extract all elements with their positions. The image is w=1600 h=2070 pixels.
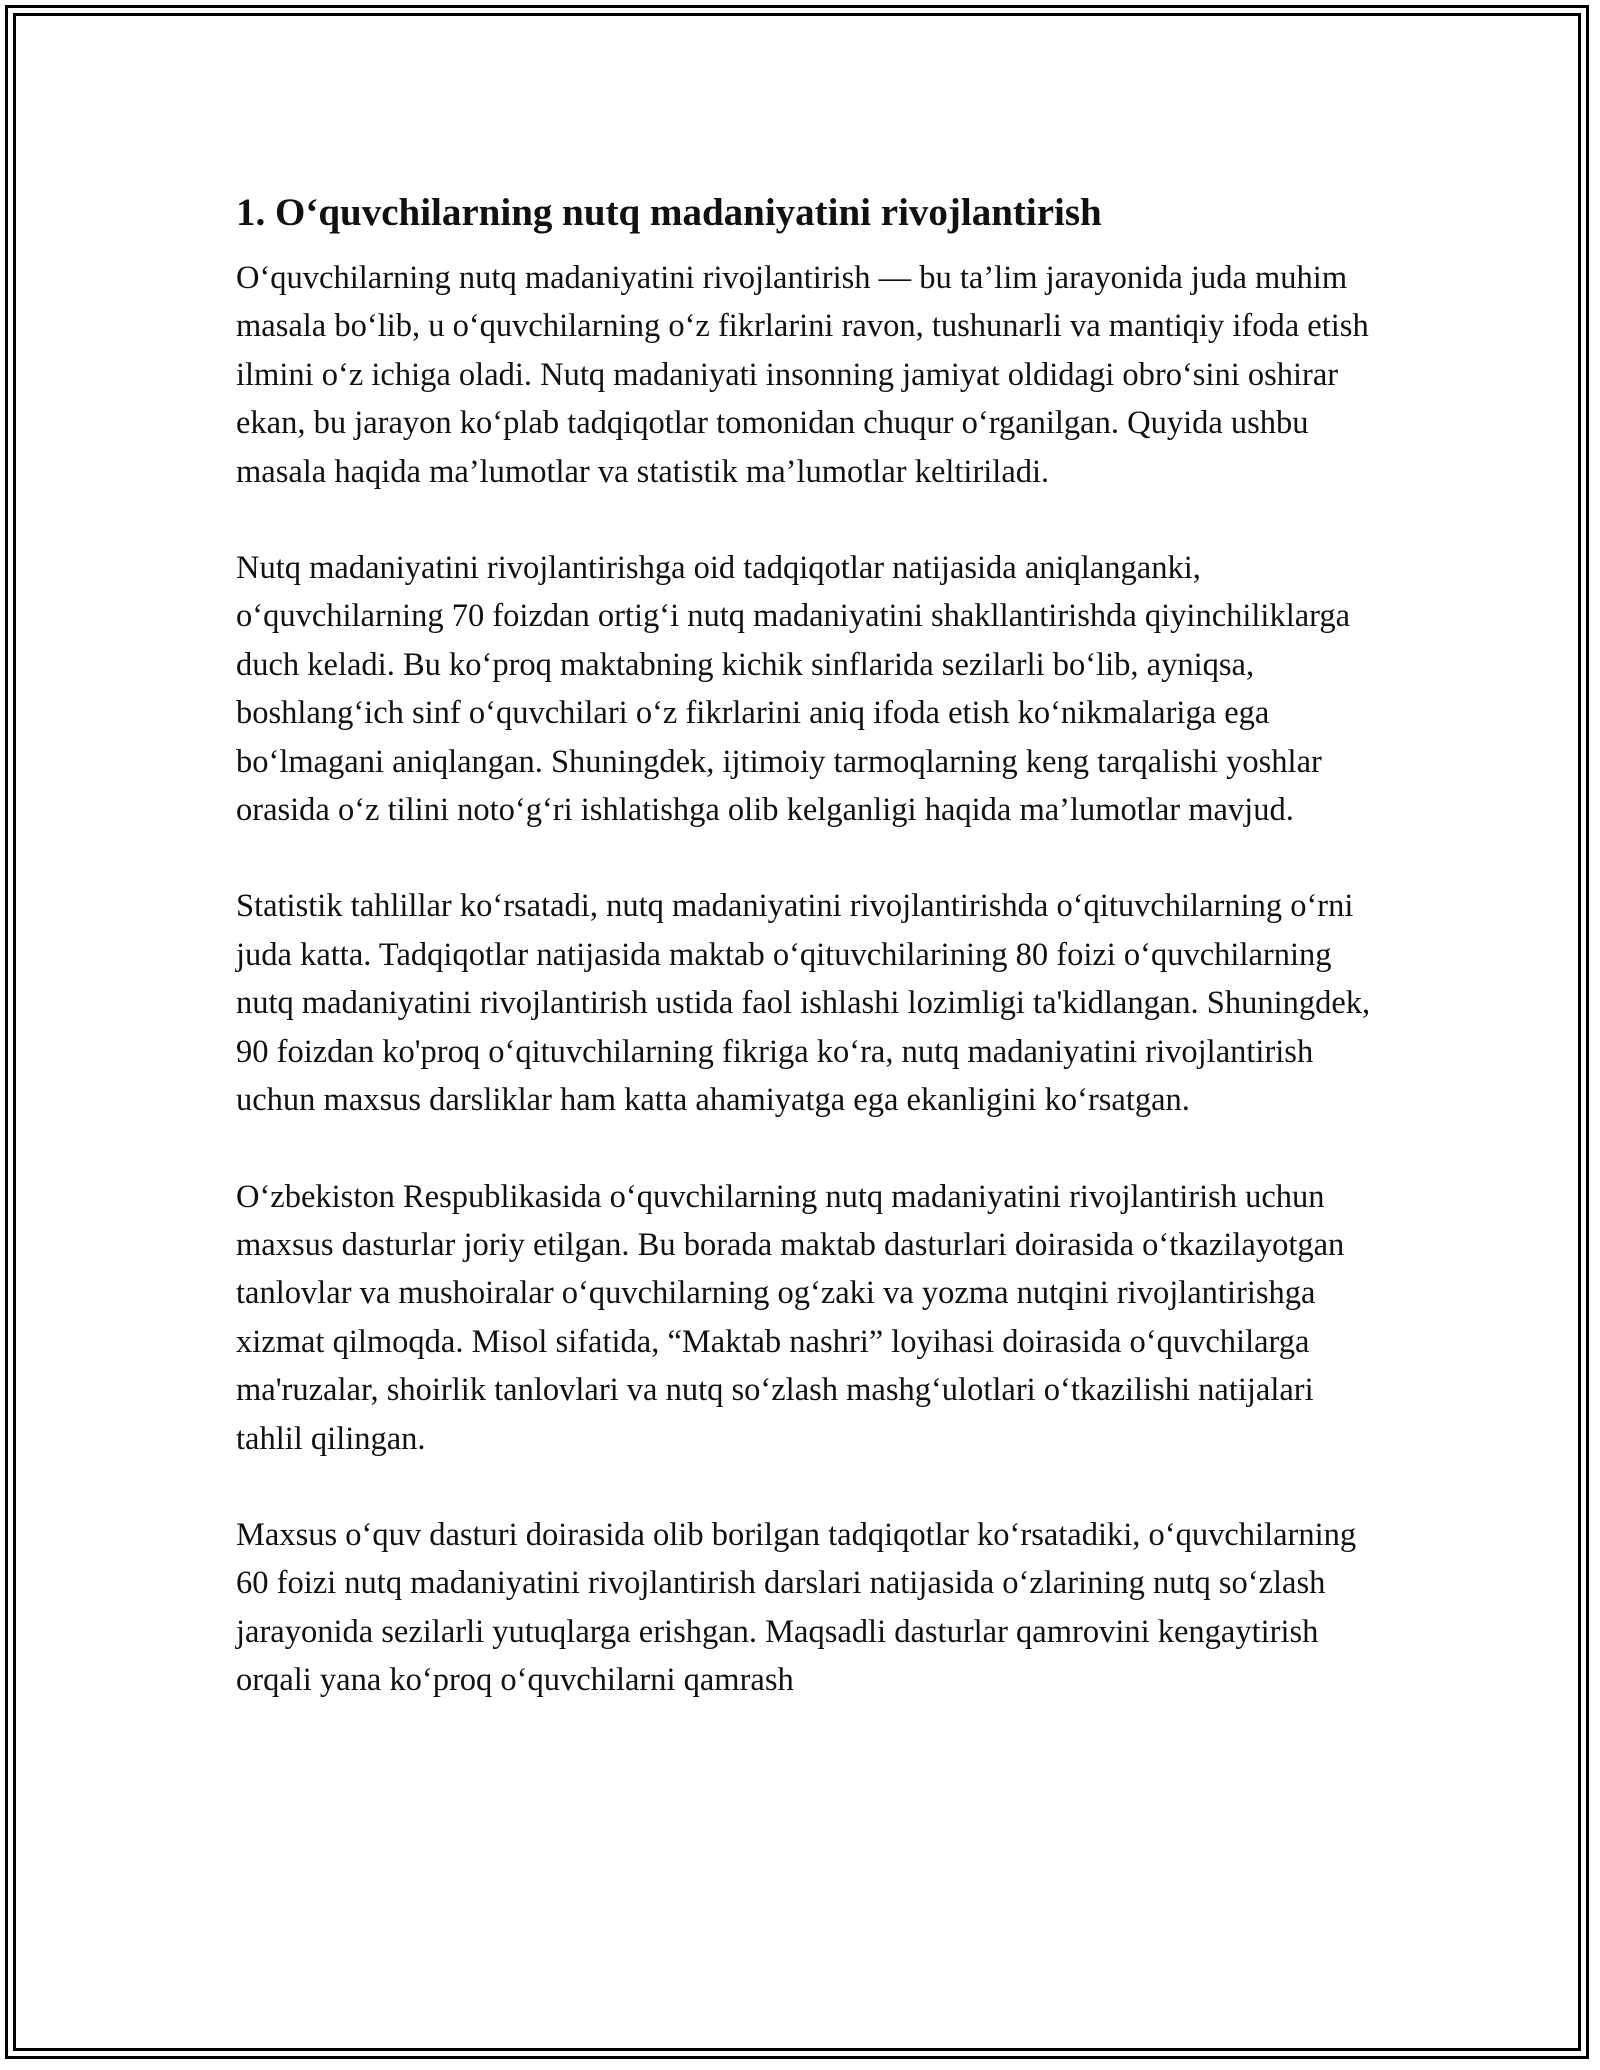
document-body — [236, 186, 1386, 1753]
paragraph-5: Maxsus o‘quv dasturi doirasida olib borilgan tadqiqotlar ko‘rsatadiki, o‘quvchilarning 60 foizi nutq madaniyatini rivojlantirish darslari natijasida o‘zlarining nutq so‘zlash jarayonida sezilarli yutuqlarga erishgan. Maqsadli dasturlar qamrovini kengaytirish orqali yana ko‘proq o‘quvchilarni qamrash — [236, 1516, 1357, 1699]
paragraph-1: O‘quvchilarning nutq madaniyatini rivojlantirish — bu ta’lim jarayonida juda muhim masala bo‘lib, u o‘quvchilarning o‘z fikrlarini ravon, tushunarli va mantiqiy ifoda etish ilmini o‘z ichiga oladi. Nutq madaniyati insonning jamiyat oldidagi obro‘sini oshirar ekan, bu jarayon ko‘plab tadqiqotlar tomonidan chuqur o‘rganilgan. Quyida ushbu masala haqida ma’lumotlar va statistik ma’lumotlar keltiriladi. — [236, 260, 1369, 490]
paragraph-4: O‘zbekiston Respublikasida o‘quvchilarning nutq madaniyatini rivojlantirish uchun maxsus dasturlar joriy etilgan. Bu borada maktab dasturlari doirasida o‘tkazilayotgan tanlovlar va mushoiralar o‘quvchilarning og‘zaki va yozma nutqini rivojlantirishga xizmat qilmoqda. Misol sifatida, “Maktab nashri” loyihasi doirasida o‘quvchilarga ma'ruzalar, shoirlik tanlovlari va nutq so‘zlash mashg‘ulotlari o‘tkazilishi natijalari tahlil qilingan. — [236, 1178, 1345, 1457]
section-heading: 1. O‘quvchilarning nutq madaniyatini rivojlantirish — [236, 191, 1102, 234]
paragraph-3: Statistik tahlillar ko‘rsatadi, nutq madaniyatini rivojlantirishda o‘qituvchilarning o‘rni juda katta. Tadqiqotlar natijasida maktab o‘qituvchilarining 80 foizi o‘quvchilarning nutq madaniyatini rivojlantirish ustida faol ishlashi lozimligi ta'kidlangan. Shuningdek, 90 foizdan ko'proq o‘qituvchilarning fikriga ko‘ra, nutq madaniyatini rivojlantirish uchun maxsus darsliklar ham katta ahamiyatga ega ekanligini ko‘rsatgan. — [236, 888, 1371, 1119]
paragraph-2: Nutq madaniyatini rivojlantirishga oid tadqiqotlar natijasida aniqlanganki, o‘quvchilarning 70 foizdan ortig‘i nutq madaniyatini shakllantirishda qiyinchiliklarga duch keladi. Bu ko‘proq maktabning kichik sinflarida sezilarli bo‘lib, ayniqsa, boshlang‘ich sinf o‘quvchilari o‘z fikrlarini aniq ifoda etish ko‘nikmalariga ega bo‘lmagani aniqlangan. Shuningdek, ijtimoiy tarmoqlarning keng tarqalishi yoshlar orasida o‘z tilini noto‘g‘ri ishlatishga olib kelganligi haqida ma’lumotlar mavjud. — [236, 550, 1351, 829]
